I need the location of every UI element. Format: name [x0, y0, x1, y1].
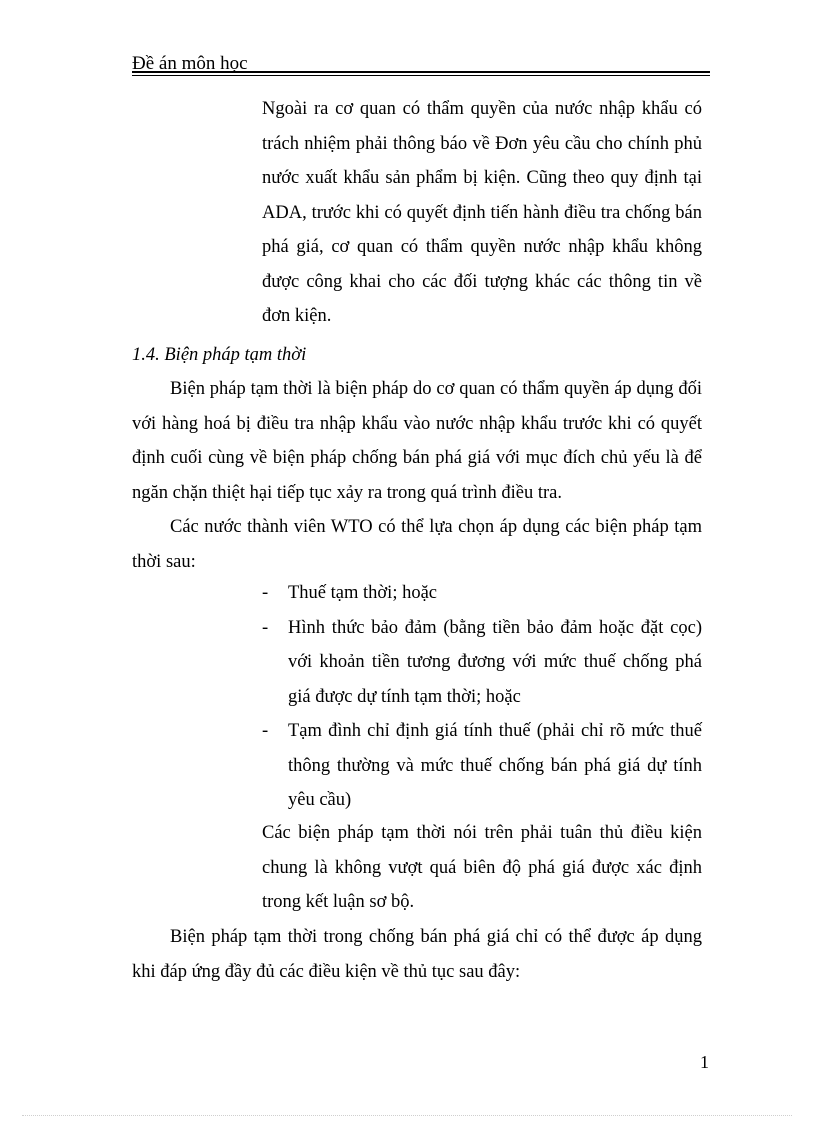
list-item	[262, 611, 702, 715]
list-item-text: Thuế tạm thời; hoặc	[288, 583, 438, 603]
header-rule-thick	[132, 71, 710, 73]
body-paragraph-1: Biện pháp tạm thời là biện pháp do cơ quan có thẩm quyền áp dụng đối với hàng hoá bị điều tra nhập khẩu vào nước nhập khẩu trước khi có quyết định cuối cùng về biện pháp chống bán phá giá với mục đích chủ yếu là để ngăn chặn thiệt hại tiếp tục xảy ra trong quá trình điều tra.	[132, 379, 702, 503]
measures-list	[262, 576, 702, 818]
body-paragraph-2: Các nước thành viên WTO có thể lựa chọn áp dụng các biện pháp tạm thời sau:	[132, 517, 702, 572]
list-item	[262, 576, 702, 611]
section-heading: 1.4. Biện pháp tạm thời	[132, 345, 307, 365]
list-dash: -	[262, 583, 269, 603]
list-item-text: Tạm đình chỉ định giá tính thuế (phải chỉ rõ mức thuế thông thường và mức thuế chống bán phá giá dự tính yêu cầu)	[288, 721, 702, 810]
header-rule-thin	[132, 75, 710, 76]
body-paragraph-3: Biện pháp tạm thời trong chống bán phá giá chỉ có thể được áp dụng khi đáp ứng đầy đủ các điều kiện về thủ tục sau đây:	[132, 927, 702, 982]
page-number: 1	[700, 1052, 709, 1072]
list-item	[262, 714, 702, 818]
note-paragraph: Các biện pháp tạm thời nói trên phải tuân thủ điều kiện chung là không vượt quá biên độ phá giá được xác định trong kết luận sơ bộ.	[262, 823, 702, 912]
page-bottom-divider	[22, 1115, 792, 1116]
intro-paragraph: Ngoài ra cơ quan có thẩm quyền của nước nhập khẩu có trách nhiệm phải thông báo về Đơn yêu cầu cho chính phủ nước xuất khẩu sản phẩm bị kiện. Cũng theo quy định tại ADA, trước khi có quyết định tiến hành điều tra chống bán phá giá, cơ quan có thẩm quyền nước nhập khẩu không được công khai cho các đối tượng khác các thông tin về đơn kiện.	[262, 99, 702, 326]
list-dash: -	[262, 617, 269, 638]
document-header: Đề án môn học	[132, 53, 248, 74]
list-dash: -	[262, 721, 269, 741]
list-item-text: Hình thức bảo đảm (bằng tiền bảo đảm hoặc đặt cọc) với khoản tiền tương đương với mức thuế chống phá giá được dự tính tạm thời; hoặc	[288, 617, 702, 707]
